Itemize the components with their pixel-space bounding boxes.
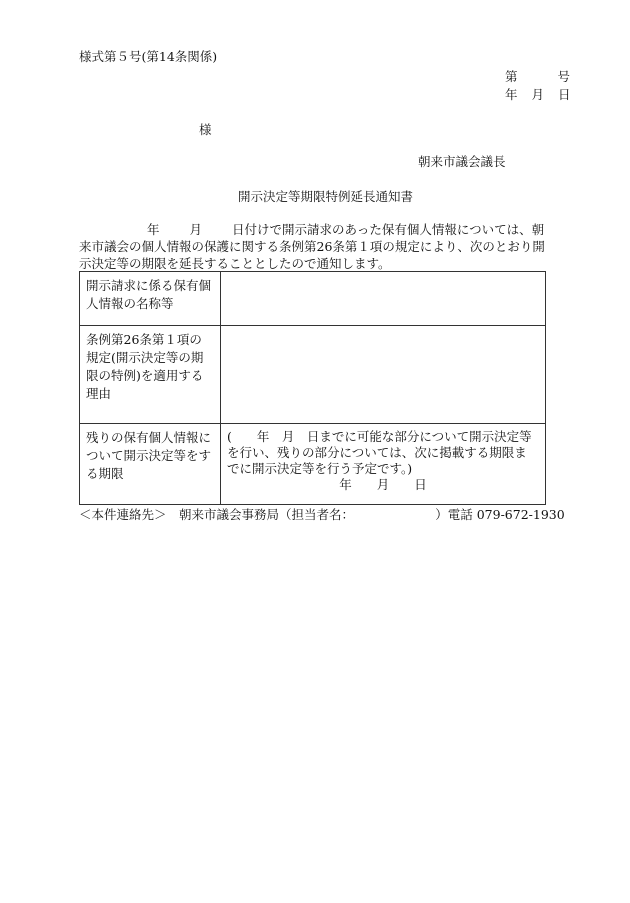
body-paragraph <box>79 221 545 272</box>
date-year: 年 <box>505 87 518 102</box>
form-number-label: 様式第５号(第14条関係) <box>79 49 218 64</box>
row-label: 開示請求に係る保有個人情報の名称等 <box>80 272 221 326</box>
row-label: 残りの保有個人情報について開示決定等をする期限 <box>80 424 221 505</box>
info-table <box>79 271 546 505</box>
body-year: 年 <box>147 222 160 237</box>
document-number-line <box>505 67 570 85</box>
date-day: 日 <box>558 87 571 102</box>
row-value <box>221 326 546 424</box>
number-suffix: 号 <box>557 69 571 84</box>
deadline-note: ( 年 月 日までに可能な部分について開示決定等を行い、残りの部分については、次に掲載する期限までに開示決定等を行う予定です。) <box>227 429 532 476</box>
sender: 朝来市議会議長 <box>418 154 506 169</box>
table-row <box>80 326 546 424</box>
contact-line: ＜本件連絡先＞ 朝来市議会事務局（担当者名： ）電話 079-672-1930 <box>79 507 565 522</box>
row-value <box>221 272 546 326</box>
addressee: 様 <box>199 122 212 137</box>
date-month: 月 <box>531 87 545 102</box>
row-label: 条例第26条第１項の規定(開示決定等の期限の特例)を適用する理由 <box>80 326 221 424</box>
document-title: 開示決定等期限特例延長通知書 <box>238 189 414 204</box>
deadline-date: 年 月 日 <box>339 477 427 492</box>
number-prefix: 第 <box>505 69 518 84</box>
table-row <box>80 272 546 326</box>
document-date-line <box>505 85 571 103</box>
table-row <box>80 424 546 505</box>
row-value <box>221 424 546 505</box>
body-text: 日付けで開示請求のあった保有個人情報については、朝来市議会の個人情報の保護に関する条例第26条第１項の規定により、次のとおり開示決定等の期限を延長することとしたので通知します。 <box>79 222 545 271</box>
body-month: 月 <box>189 222 203 237</box>
